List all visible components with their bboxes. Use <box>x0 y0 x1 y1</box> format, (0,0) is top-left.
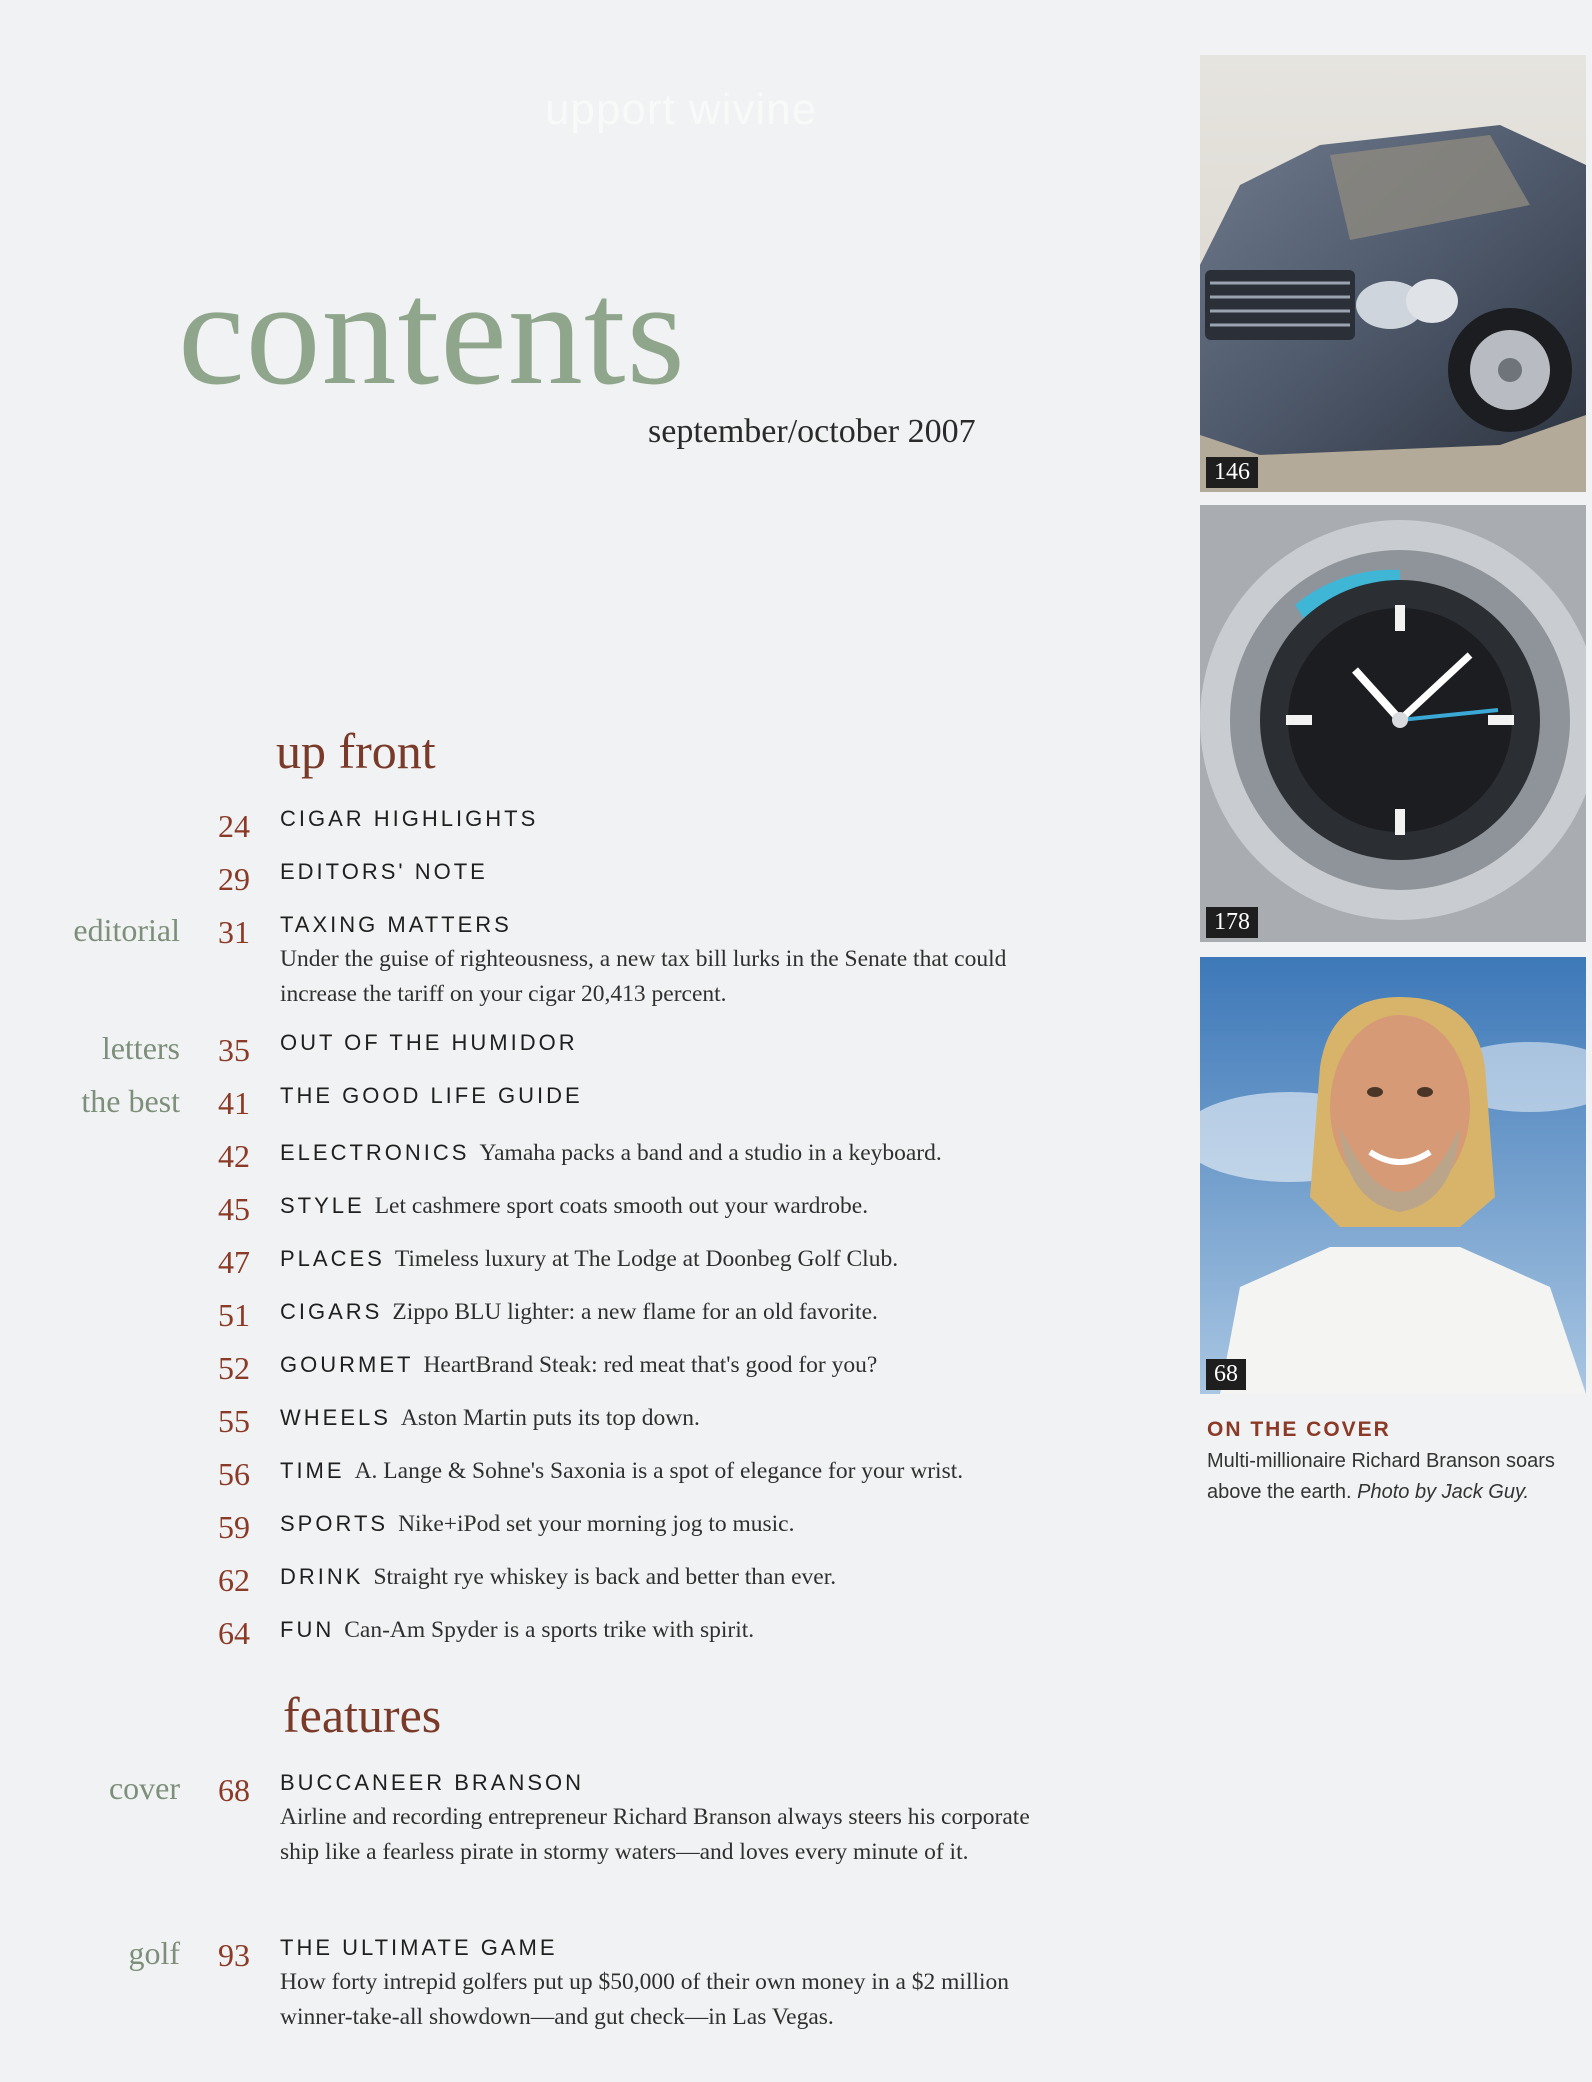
entry-description: Yamaha packs a band and a studio in a keyboard. <box>479 1140 942 1166</box>
department-label: the best <box>81 1083 180 1119</box>
entry-description: Under the guise of righteousness, a new tax bill lurks in the Senate that could increase the tariff on your cigar 20,413 percent. <box>280 946 1007 1007</box>
watch-photo[interactable] <box>1200 505 1586 942</box>
page-number: 56 <box>218 1456 250 1492</box>
entry-title: FUN <box>280 1617 335 1642</box>
page-number: 64 <box>218 1615 250 1651</box>
entry-title: ELECTRONICS <box>280 1140 470 1165</box>
watch-image <box>1200 505 1586 942</box>
entry-description: HeartBrand Steak: red meat that's good for you? <box>423 1352 878 1378</box>
page-number: 62 <box>218 1562 250 1598</box>
car-photo[interactable] <box>1200 55 1586 492</box>
entry-title: WHEELS <box>280 1405 391 1430</box>
page-number: 41 <box>218 1085 250 1121</box>
page-title: contents <box>178 250 686 416</box>
entry-description: Straight rye whiskey is back and better than ever. <box>373 1564 837 1590</box>
department-label: cover <box>108 1770 180 1806</box>
entry-title: THE GOOD LIFE GUIDE <box>280 1083 583 1108</box>
entry-title: SPORTS <box>280 1511 389 1536</box>
page-badge: 178 <box>1206 907 1258 938</box>
entry-title: STYLE <box>280 1193 365 1218</box>
cover-caption <box>1207 1418 1587 1508</box>
entry-title: BUCCANEER BRANSON <box>280 1770 585 1795</box>
entry-description: Aston Martin puts its top down. <box>400 1405 700 1431</box>
page-number: 55 <box>218 1403 250 1439</box>
page-number: 59 <box>218 1509 250 1545</box>
entry-title: OUT OF THE HUMIDOR <box>280 1030 578 1055</box>
entry-title: THE ULTIMATE GAME <box>280 1935 558 1960</box>
page-badge: 146 <box>1206 457 1258 488</box>
entry-description: Airline and recording entrepreneur Richard Branson always steers his corporate ship like a fearless pirate in stormy waters—and loves every minute of it. <box>280 1804 1030 1865</box>
portrait-image <box>1200 957 1586 1394</box>
cover-caption-heading: ON THE COVER <box>1207 1418 1391 1441</box>
entry-title: DRINK <box>280 1564 364 1589</box>
entry-title: CIGAR HIGHLIGHTS <box>280 806 539 831</box>
entry-title: CIGARS <box>280 1299 383 1324</box>
entry-title: TIME <box>280 1458 345 1483</box>
department-label: golf <box>128 1935 180 1971</box>
cover-caption-body: Multi-millionaire Richard Branson soars above the earth. <box>1207 1450 1555 1503</box>
ghost-masthead-text: upport wivine <box>545 85 818 134</box>
page-number: 93 <box>218 1937 250 1973</box>
page-badge: 68 <box>1206 1359 1246 1390</box>
page-number: 29 <box>218 861 250 897</box>
cover-caption-text <box>1207 1446 1587 1508</box>
section-heading-features: features <box>283 1687 442 1743</box>
page-number: 68 <box>218 1772 250 1808</box>
department-label: editorial <box>73 912 180 948</box>
page-number: 24 <box>218 808 250 844</box>
entry-title: EDITORS' NOTE <box>280 859 488 884</box>
page-number: 31 <box>218 914 250 950</box>
page-number: 35 <box>218 1032 250 1068</box>
entry-title: PLACES <box>280 1246 385 1271</box>
entry-description: Zippo BLU lighter: a new flame for an old favorite. <box>392 1299 878 1325</box>
car-image <box>1200 55 1586 492</box>
page-number: 52 <box>218 1350 250 1386</box>
page-number: 47 <box>218 1244 250 1280</box>
page-number: 45 <box>218 1191 250 1227</box>
photo-credit: Photo by Jack Guy. <box>1357 1481 1530 1503</box>
cover-portrait-photo[interactable] <box>1200 957 1586 1394</box>
entry-description: A. Lange & Sohne's Saxonia is a spot of elegance for your wrist. <box>354 1458 964 1484</box>
entry-description: Nike+iPod set your morning jog to music. <box>398 1511 795 1537</box>
entry-description: Timeless luxury at The Lodge at Doonbeg Golf Club. <box>394 1246 899 1272</box>
department-label: letters <box>101 1030 180 1066</box>
section-heading-up-front: up front <box>276 723 436 779</box>
entry-description: How forty intrepid golfers put up $50,000 of their own money in a $2 million winner-take-all showdown—and gut check—in Las Vegas. <box>280 1969 1010 2030</box>
page-number: 51 <box>218 1297 250 1333</box>
entry-title: TAXING MATTERS <box>280 912 512 937</box>
entry-description: Can-Am Spyder is a sports trike with spirit. <box>344 1617 755 1643</box>
entry-title: GOURMET <box>280 1352 414 1377</box>
entry-description: Let cashmere sport coats smooth out your wardrobe. <box>374 1193 869 1219</box>
page-number: 42 <box>218 1138 250 1174</box>
issue-date: september/october 2007 <box>648 413 976 450</box>
